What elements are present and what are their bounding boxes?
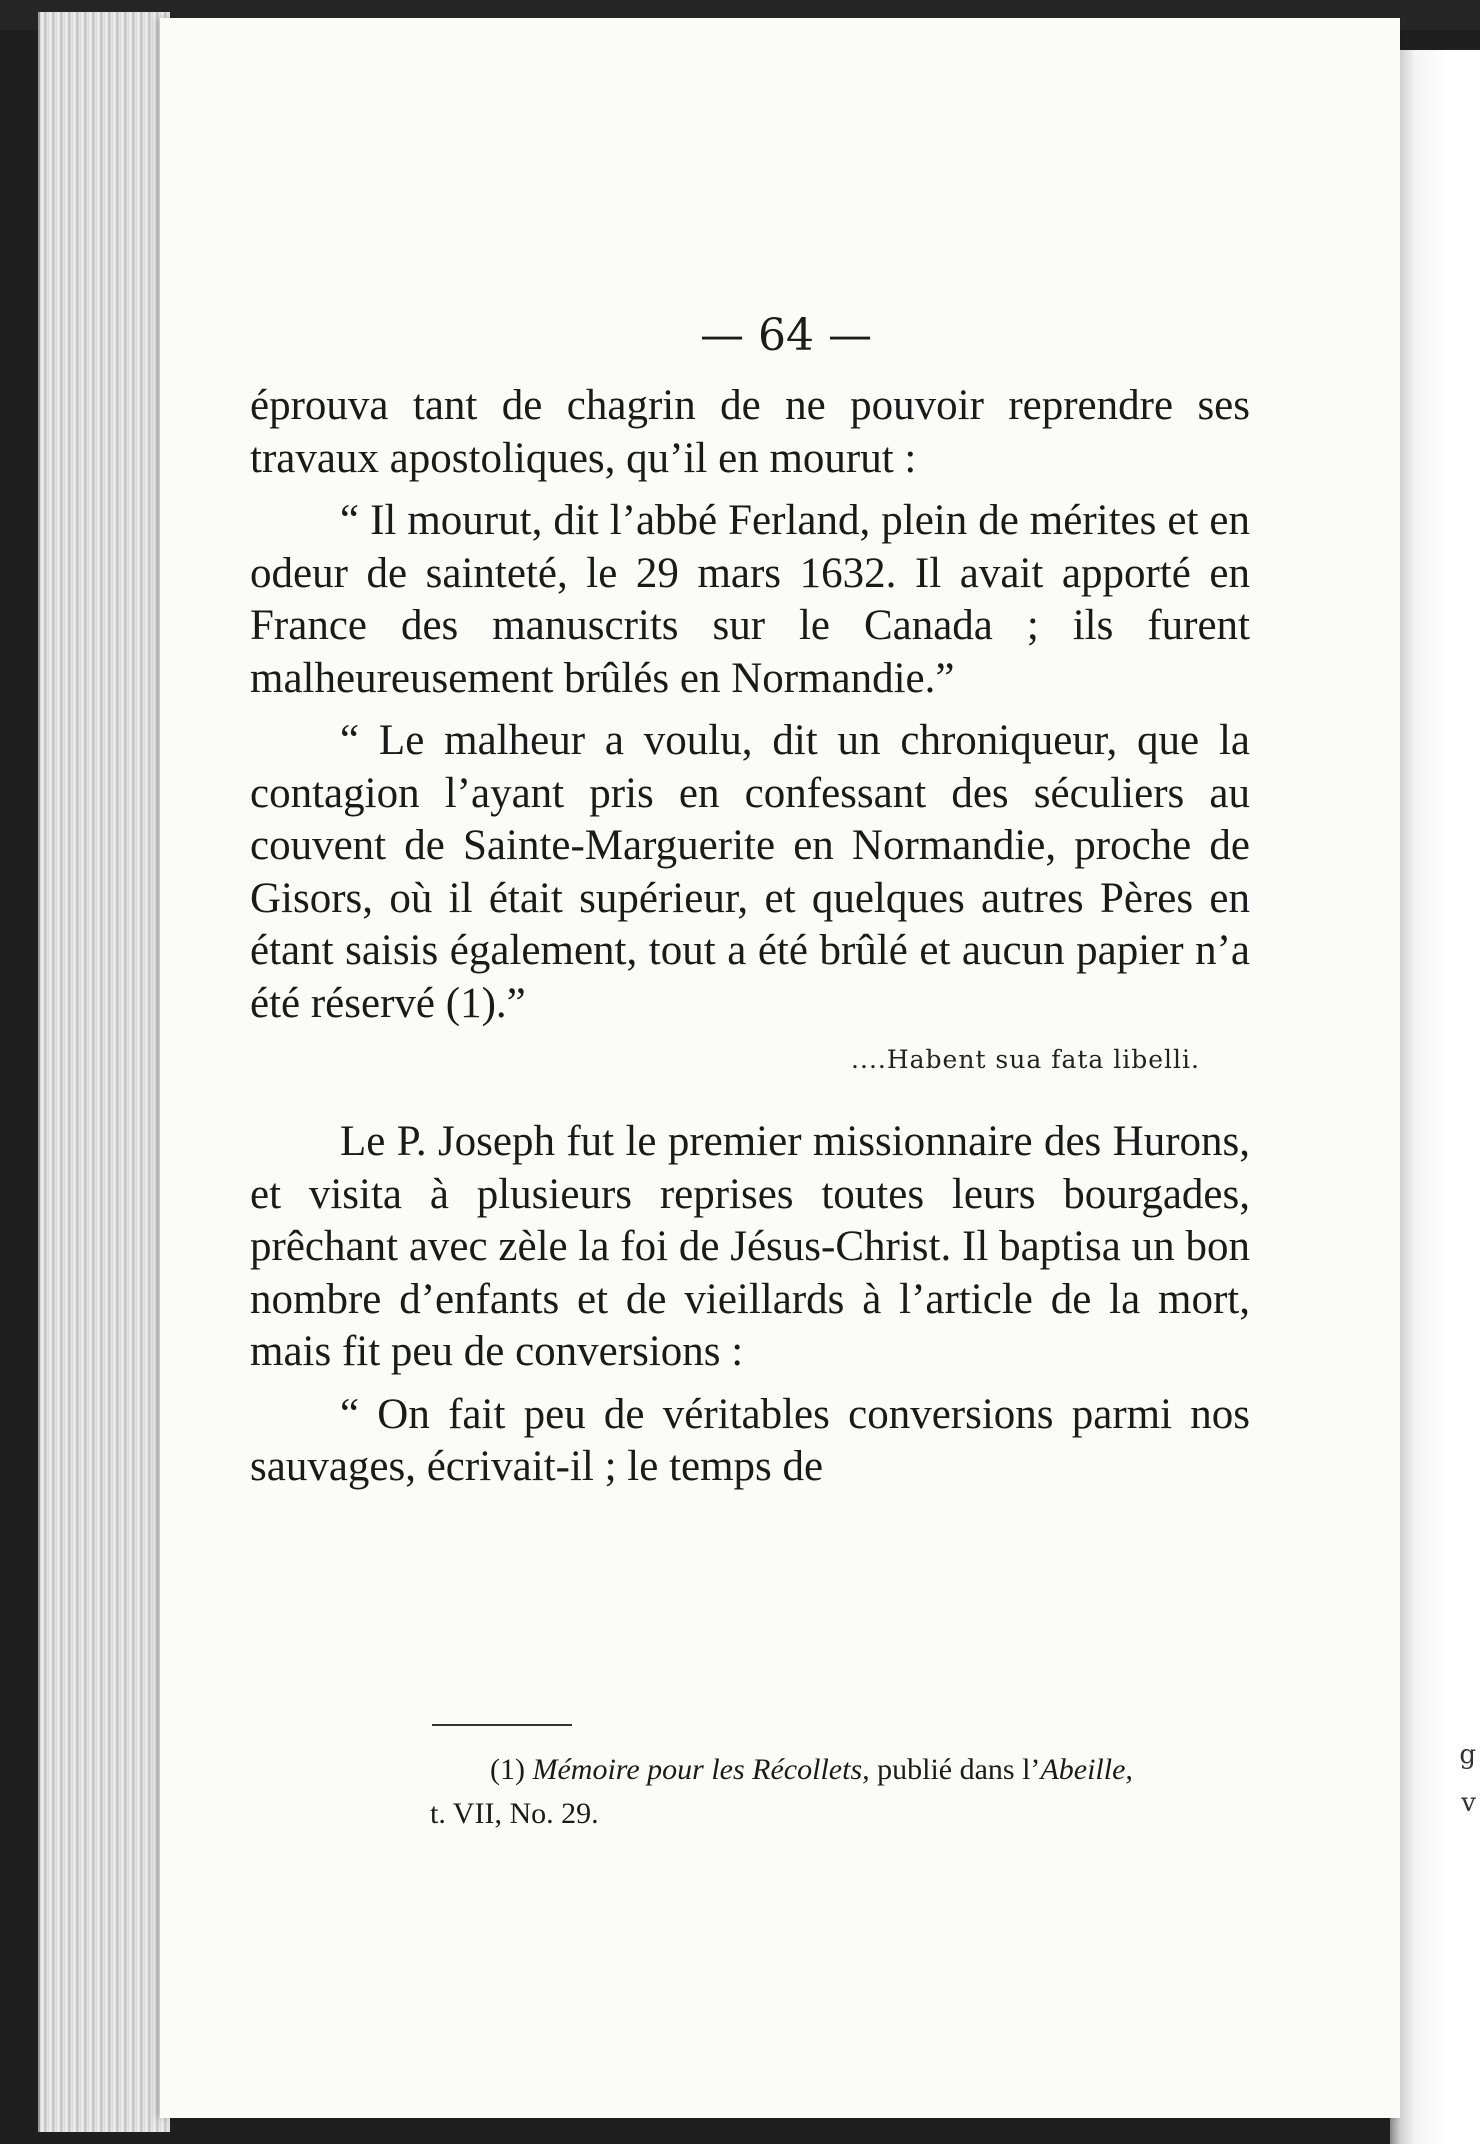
footnote-reference: t. VII, No. 29. (430, 1797, 599, 1830)
facing-page-fragment: v (1461, 1788, 1476, 1818)
facing-page-fragment: g (1459, 1740, 1476, 1770)
body-text (250, 380, 1250, 1494)
footnote-journal: Abeille, (1040, 1753, 1133, 1786)
quote-paragraph: “ Il mourut, dit l’abbé Ferland, plein de mérites et en odeur de sainteté, le 29 mars 1632. Il avait apporté en France des manuscrits sur le Canada ; ils furent malheureusement brûlés en Normandie.” (250, 497, 1250, 702)
footnote-title: Mémoire pour les Récollets, (532, 1753, 870, 1786)
quote-paragraph: “ Le malheur a voulu, dit un chroniqueur, que la contagion l’ayant pris en confessant des séculiers au couvent de Sainte-Marguerite en Normandie, proche de Gisors, où il était supérieur, et quelques autres Pères en étant saisis également, tout a été brûlé et aucun papier n’a été réservé (1).” (250, 717, 1250, 1027)
quote-paragraph: “ On fait peu de véritables conversions parmi nos sauvages, écrivait-il ; le temps de (250, 1390, 1250, 1490)
epigraph: ....Habent sua fata libelli. (851, 1045, 1200, 1074)
footnote-text: publié dans l’ (869, 1753, 1041, 1786)
footnote-marker: (1) (490, 1753, 525, 1786)
paragraph: éprouva tant de chagrin de ne pouvoir reprendre ses travaux apostoliques, qu’il en mourut : (250, 382, 1250, 482)
facing-page-edge (1390, 50, 1480, 2144)
page-edges-stack (38, 12, 170, 2132)
page-number: — 64 — (700, 310, 872, 361)
footnote (430, 1748, 1290, 1836)
footnote-divider (432, 1724, 572, 1726)
paragraph: Le P. Joseph fut le premier missionnaire des Hurons, et visita à plusieurs reprises toutes leurs bourgades, prêchant avec zèle la foi de Jésus-Christ. Il baptisa un bon nombre d’enfants et de vieillards à l’article de la mort, mais fit peu de conversions : (250, 1118, 1250, 1375)
